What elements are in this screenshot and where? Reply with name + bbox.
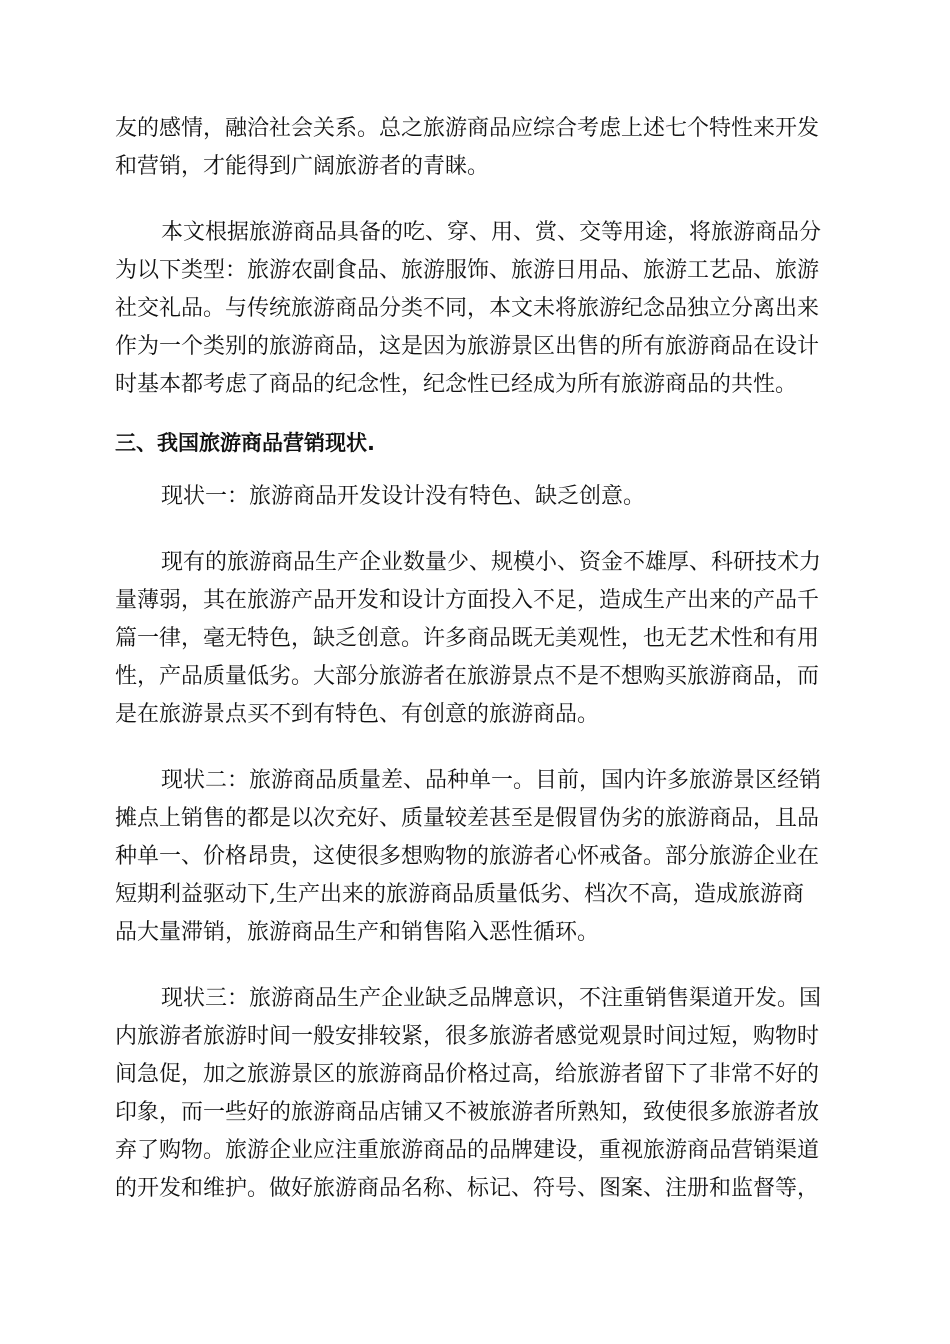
paragraph-4 — [115, 544, 835, 734]
paragraph-5 — [115, 762, 835, 952]
paragraph-2 — [115, 214, 835, 404]
text-line: 时基本都考虑了商品的纪念性，纪念性已经成为所有旅游商品的共性。 — [115, 372, 798, 397]
text-line: 为以下类型：旅游农副食品、旅游服饰、旅游日用品、旅游工艺品、旅游 — [115, 258, 820, 283]
text-line: 品大量滞销，旅游商品生产和销售陷入恶性循环。 — [115, 920, 600, 945]
text-line: 社交礼品。与传统旅游商品分类不同，本文未将旅游纪念品独立分离出来 — [115, 296, 820, 321]
text-line: 的开发和维护。做好旅游商品名称、标记、符号、图案、注册和监督等， — [115, 1176, 820, 1201]
text-line: 种单一、价格昂贵，这使很多想购物的旅游者心怀戒备。部分旅游企业在 — [115, 844, 820, 869]
text-line: 短期利益驱动下,生产出来的旅游商品质量低劣、档次不高，造成旅游商 — [115, 882, 804, 907]
paragraph-3 — [115, 478, 835, 516]
text-line: 现状一：旅游商品开发设计没有特色、缺乏创意。 — [161, 484, 646, 509]
text-line: 和营销，才能得到广阔旅游者的青睐。 — [115, 154, 490, 179]
text-line: 印象，而一些好的旅游商品店铺又不被旅游者所熟知，致使很多旅游者放 — [115, 1100, 820, 1125]
text-line: 量薄弱，其在旅游产品开发和设计方面投入不足，造成生产出来的产品千 — [115, 588, 820, 613]
text-line: 篇一律，毫无特色，缺乏创意。许多商品既无美观性，也无艺术性和有用 — [115, 626, 820, 651]
text-line: 是在旅游景点买不到有特色、有创意的旅游商品。 — [115, 702, 600, 727]
paragraph-6 — [115, 980, 835, 1208]
text-line: 性，产品质量低劣。大部分旅游者在旅游景点不是不想购买旅游商品，而 — [115, 664, 820, 689]
text-line: 间急促，加之旅游景区的旅游商品价格过高，给旅游者留下了非常不好的 — [115, 1062, 820, 1087]
text-line: 内旅游者旅游时间一般安排较紧，很多旅游者感觉观景时间过短，购物时 — [115, 1024, 820, 1049]
paragraph-1 — [115, 110, 835, 186]
text-line: 作为一个类别的旅游商品，这是因为旅游景区出售的所有旅游商品在设计 — [115, 334, 820, 359]
text-line: 弃了购物。旅游企业应注重旅游商品的品牌建设，重视旅游商品营销渠道 — [115, 1138, 820, 1163]
text-line: 摊点上销售的都是以次充好、质量较差甚至是假冒伪劣的旅游商品，且品 — [115, 806, 820, 831]
section-heading: 三、我国旅游商品营销现状. — [115, 431, 375, 455]
text-line: 现状三：旅游商品生产企业缺乏品牌意识，不注重销售渠道开发。国 — [161, 986, 822, 1011]
text-line: 本文根据旅游商品具备的吃、穿、用、赏、交等用途，将旅游商品分 — [161, 220, 822, 245]
text-line: 现有的旅游商品生产企业数量少、规模小、资金不雄厚、科研技术力 — [161, 550, 822, 575]
text-line: 友的感情，融洽社会关系。总之旅游商品应综合考虑上述七个特性来开发 — [115, 116, 820, 141]
text-line: 现状二：旅游商品质量差、品种单一。目前，国内许多旅游景区经销 — [161, 768, 822, 793]
document-page — [115, 110, 835, 1208]
